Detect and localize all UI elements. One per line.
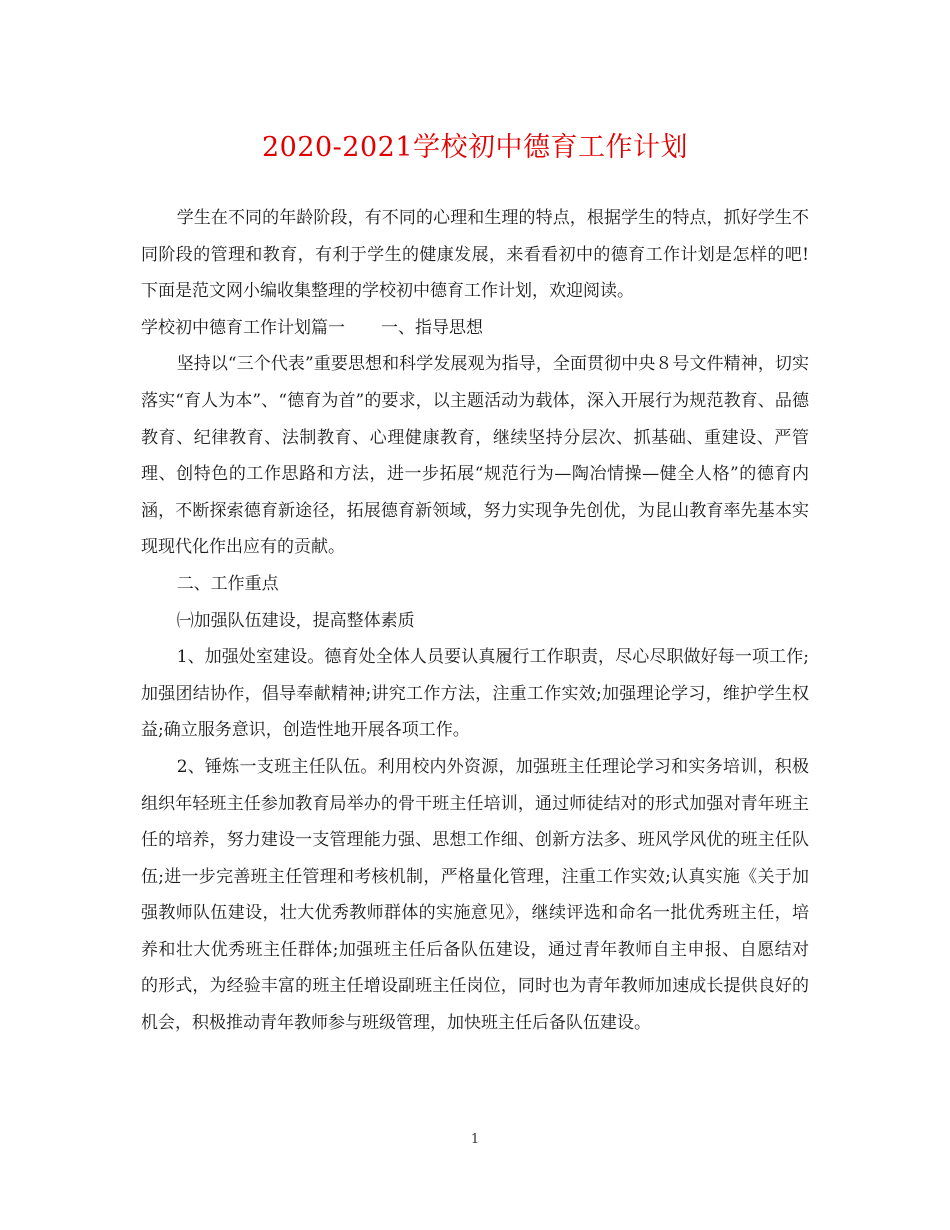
- document-title: 2020-2021学校初中德育工作计划: [261, 132, 689, 163]
- office-building-paragraph: 1、加强处室建设。德育处全体人员要认真履行工作职责，尽心尽职做好每一项工作;加强团结协作，倡导奉献精神;讲究工作方法，注重工作实效;加强理论学习，维护学生权益;确立服务意识，创造性地开展各项工作。: [141, 647, 809, 741]
- intro-paragraph: 学生在不同的年龄阶段，有不同的心理和生理的特点，根据学生的特点，抓好学生不同阶段的管理和教育，有利于学生的健康发展，来看看初中的德育工作计划是怎样的吧!下面是范文网小编收集整理的学校初中德育工作计划，欢迎阅读。: [141, 208, 809, 302]
- guiding-paragraph: 坚持以“三个代表”重要思想和科学发展观为指导，全面贯彻中央８号文件精神，切实落实“育人为本”、“德育为首”的要求，以主题活动为载体，深入开展行为规范教育、品德教育、纪律教育、法制教育、心理健康教育，继续坚持分层次、抓基础、重建设、严管理、创特色的工作思路和方法，进一步拓展“规范行为—陶冶情操—健全人格”的德育内涵，不断探索德育新途径，拓展德育新领域，努力实现争先创优，为昆山教育率先基本实现现代化作出应有的贡献。: [141, 354, 809, 558]
- section-title: 学校初中德育工作计划篇一: [141, 317, 345, 338]
- section-heading-line: [141, 310, 809, 347]
- head-teacher-paragraph: 2、锤炼一支班主任队伍。利用校内外资源，加强班主任理论学习和实务培训，积极组织年轻班主任参加教育局举办的骨干班主任培训，通过师徒结对的形式加强对青年班主任的培养，努力建设一支管理能力强、思想工作细、创新方法多、班风学风优的班主任队伍;进一步完善班主任管理和考核机制，严格量化管理，注重工作实效;认真实施《关于加强教师队伍建设，壮大优秀教师群体的实施意见》，继续评选和命名一批优秀班主任，培养和壮大优秀班主任群体;加强班主任后备队伍建设，通过青年教师自主申报、自愿结对的形式，为经验丰富的班主任增设副班主任岗位，同时也为青年教师加速成长提供良好的机会，积极推动青年教师参与班级管理，加快班主任后备队伍建设。: [141, 756, 809, 1034]
- document-body: [141, 200, 809, 1042]
- team-building-heading: ㈠加强队伍建设，提高整体素质: [176, 610, 415, 631]
- guiding-heading: 一、指导思想: [381, 317, 483, 338]
- page-number: 1: [470, 1132, 480, 1147]
- work-focus-heading: 二、工作重点: [176, 573, 279, 594]
